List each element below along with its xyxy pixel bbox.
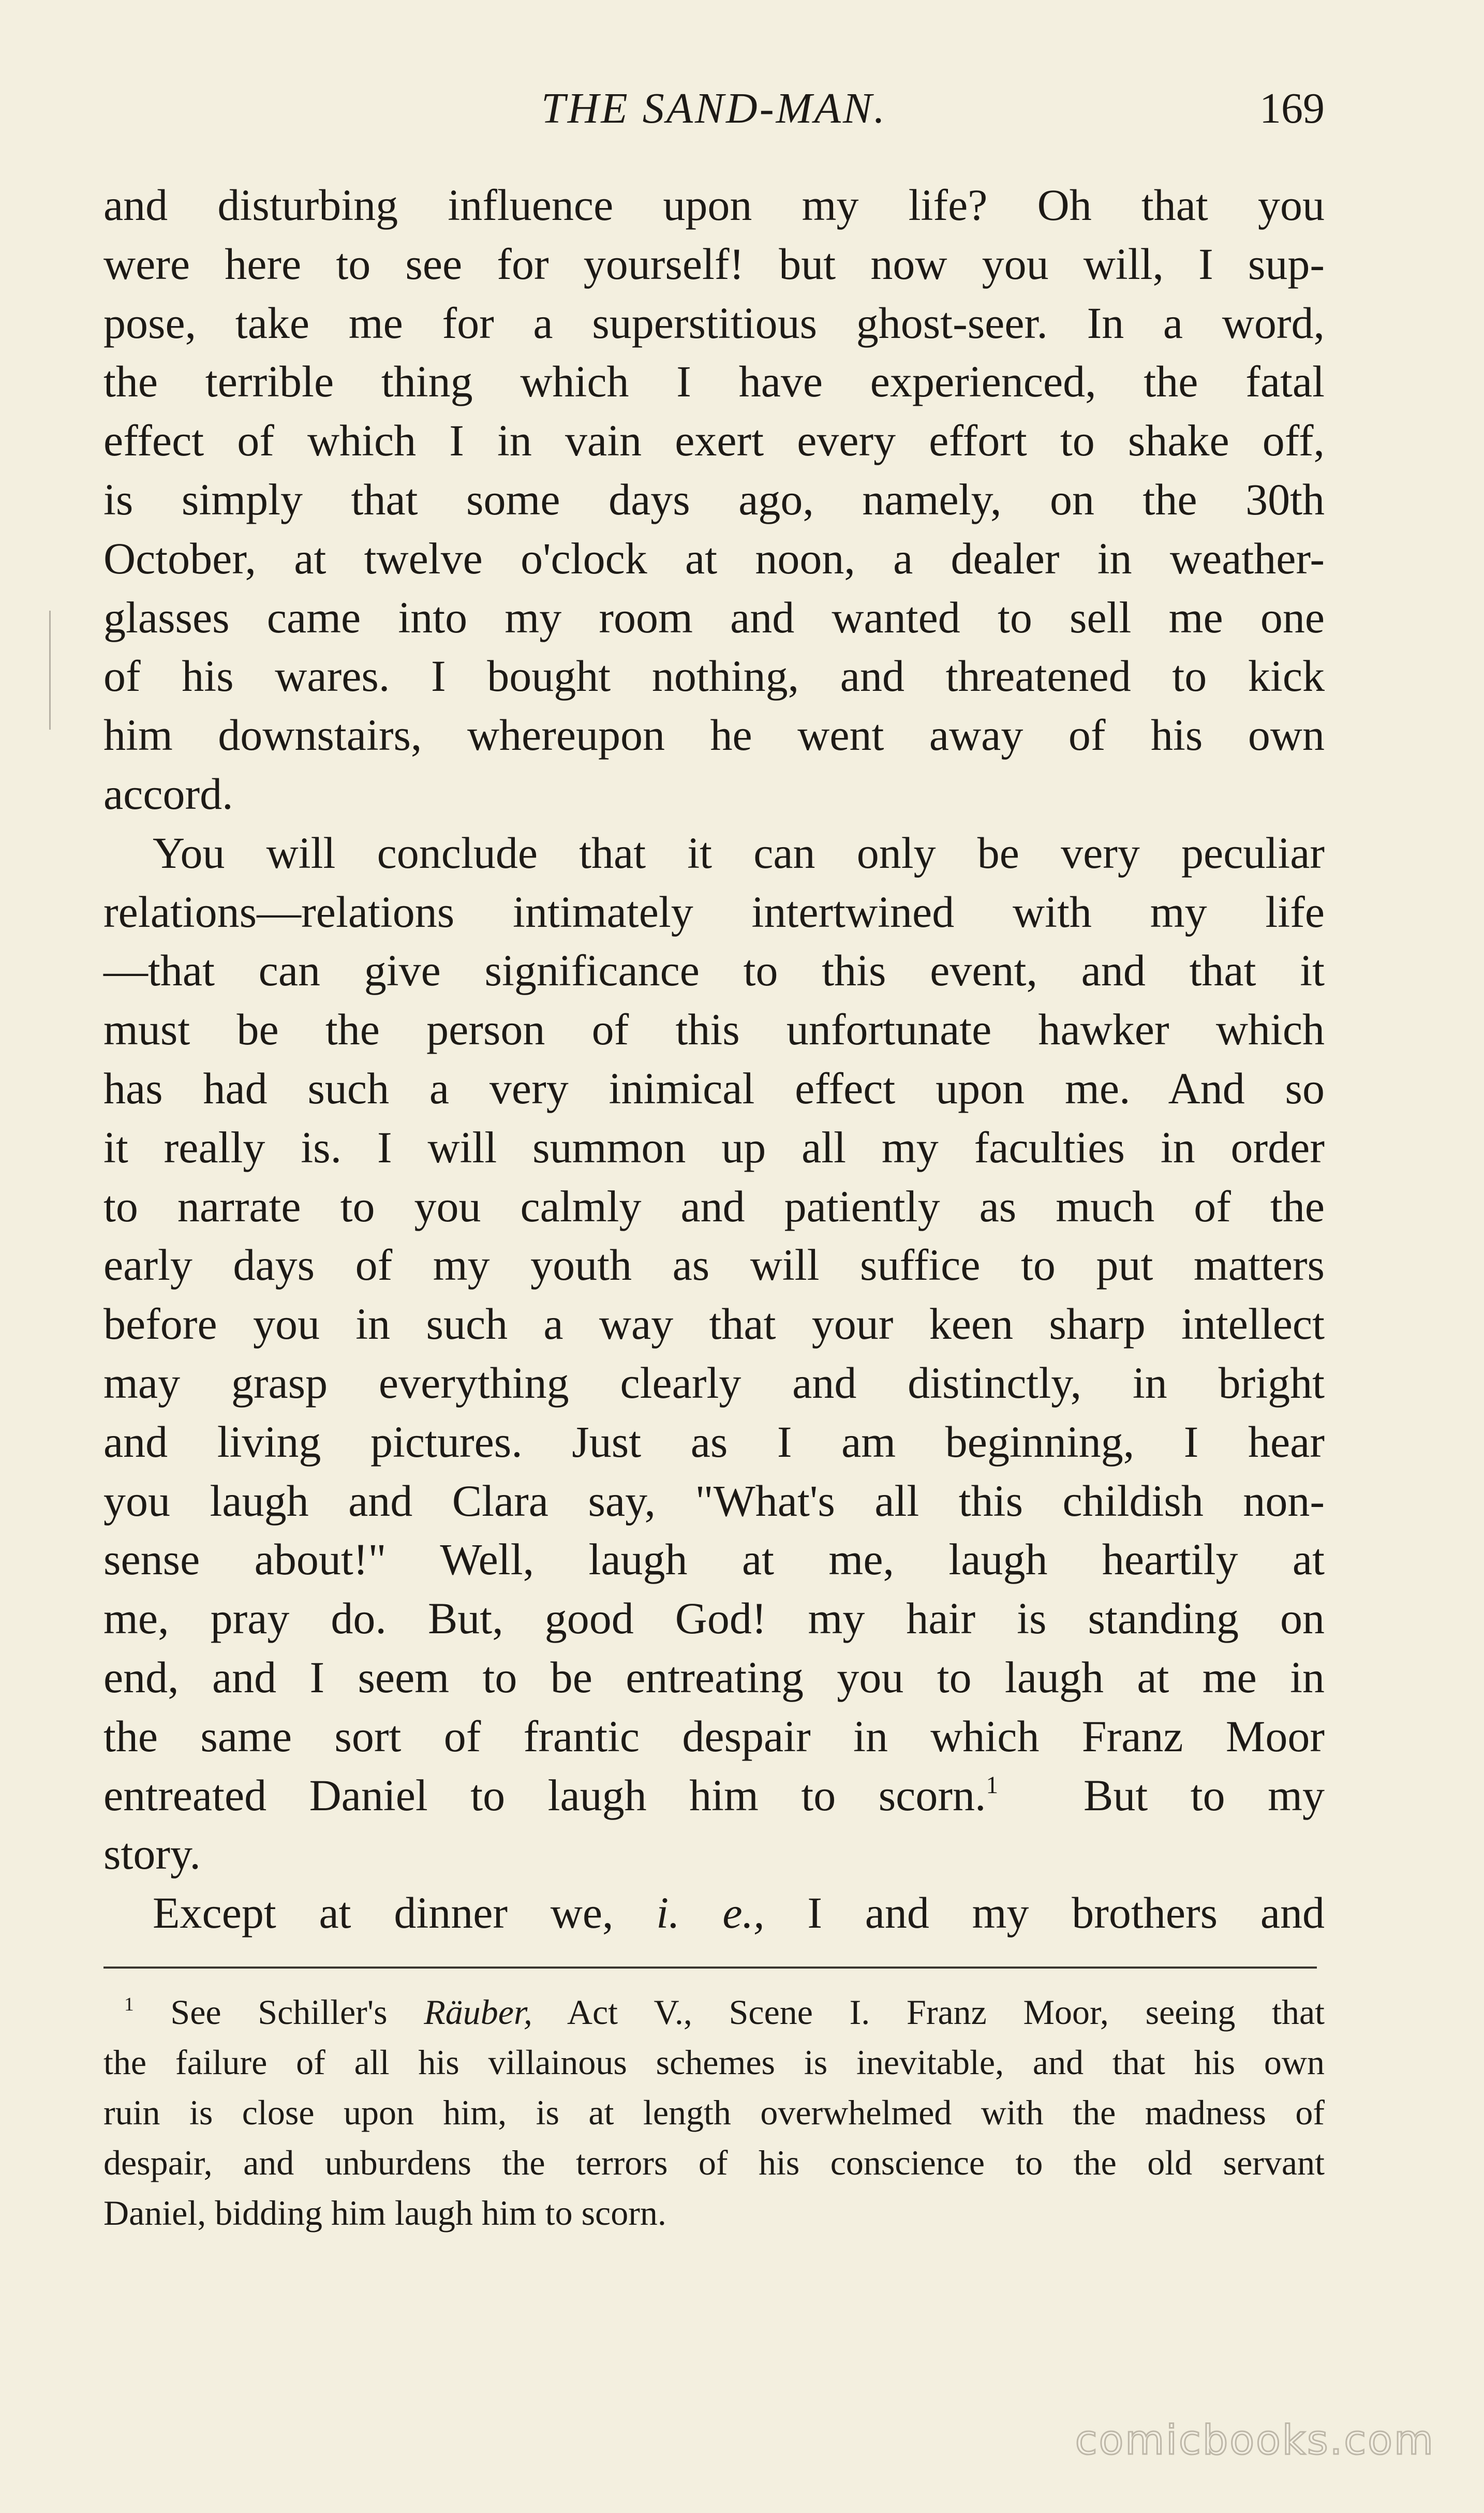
italic-abbreviation: i. e., [656, 1888, 765, 1938]
text-line: him downstairs, whereupon he went away of his own [103, 710, 1325, 760]
footnote-marker: 1 [124, 1993, 134, 2015]
footnote-text: See Schiller's [170, 1992, 388, 2032]
text-line: me, pray do. But, good God! my hair is standing on [103, 1593, 1325, 1644]
footnote-text: Act V., Scene I. Franz Moor, seeing that [567, 1992, 1325, 2032]
text-line: is simply that some days ago, namely, on the 30th [103, 474, 1325, 524]
text-line: the terrible thing which I have experienced, the fatal [103, 357, 1325, 407]
margin-pencil-mark [49, 611, 56, 730]
page-number: 169 [1259, 84, 1325, 132]
text-line: it really is. I will summon up all my faculties in order [103, 1122, 1325, 1172]
text-line: may grasp everything clearly and distinctly, in bright [103, 1357, 1325, 1408]
watermark: comicbooks.com [1075, 2417, 1435, 2464]
text-line: relations—relations intimately intertwined with my life [103, 886, 1325, 937]
text-line: of his wares. I bought nothing, and threatened to kick [103, 651, 1325, 701]
line-text: entreated Daniel to laugh him to scorn. [103, 1770, 986, 1820]
text-line: end, and I seem to be entreating you to laugh at me in [103, 1652, 1325, 1702]
text-line: October, at twelve o'clock at noon, a dealer in weather- [103, 533, 1325, 583]
text-line: —that can give significance to this event, and that it [103, 945, 1325, 996]
footnote-line: ruin is close upon him, is at length overwhelmed with the madness of [103, 2093, 1325, 2132]
footnote-line: Daniel, bidding him laugh him to scorn. [103, 2193, 666, 2233]
paragraph-end-line: story. [103, 1829, 201, 1879]
text-line-with-footnote-ref [103, 1766, 1325, 1825]
paragraph-end-line: accord. [103, 768, 233, 819]
text-line: sense about!" Well, laugh at me, laugh heartily at [103, 1534, 1325, 1585]
running-title: THE SAND-MAN. [541, 84, 887, 132]
text-line: has had such a very inimical effect upon me. And so [103, 1063, 1325, 1113]
text-line: and living pictures. Just as I am beginning, I hear [103, 1416, 1325, 1467]
paragraph-start-line: You will conclude that it can only be very peculiar [153, 827, 1325, 878]
paragraph-start-line [103, 1884, 1325, 1943]
footnote-line: the failure of all his villainous schemes is inevitable, and that his own [103, 2043, 1325, 2082]
footnote-divider [103, 1967, 1317, 1969]
text-line: glasses came into my room and wanted to sell me one [103, 592, 1325, 642]
line-text-continued: But to my [1084, 1770, 1325, 1820]
line-text: Except at dinner we, [153, 1888, 614, 1938]
text-line: pose, take me for a superstitious ghost-seer. In a word, [103, 298, 1325, 348]
footnote [103, 1987, 1325, 2238]
text-line: and disturbing influence upon my life? Oh that you [103, 180, 1325, 230]
footnote-line [103, 1987, 1325, 2037]
page-header [103, 80, 1325, 137]
text-line: effect of which I in vain exert every effort to shake off, [103, 416, 1325, 466]
body-text [103, 176, 1325, 1943]
footnote-line: despair, and unburdens the terrors of his conscience to the old servant [103, 2143, 1325, 2182]
text-line: before you in such a way that your keen sharp intellect [103, 1299, 1325, 1349]
text-line: you laugh and Clara say, "What's all this childish non- [103, 1475, 1325, 1526]
text-line: must be the person of this unfortunate hawker which [103, 1004, 1325, 1055]
text-line: the same sort of frantic despair in which Franz Moor [103, 1711, 1325, 1761]
footnote-ref: 1 [986, 1771, 999, 1799]
text-line: to narrate to you calmly and patiently as much of the [103, 1181, 1325, 1231]
footnote-work-title: Räuber, [424, 1992, 532, 2032]
text-line: were here to see for yourself! but now you will, I sup- [103, 239, 1325, 289]
line-text-continued: I and my brothers and [807, 1888, 1325, 1938]
text-line: early days of my youth as will suffice to put matters [103, 1240, 1325, 1290]
